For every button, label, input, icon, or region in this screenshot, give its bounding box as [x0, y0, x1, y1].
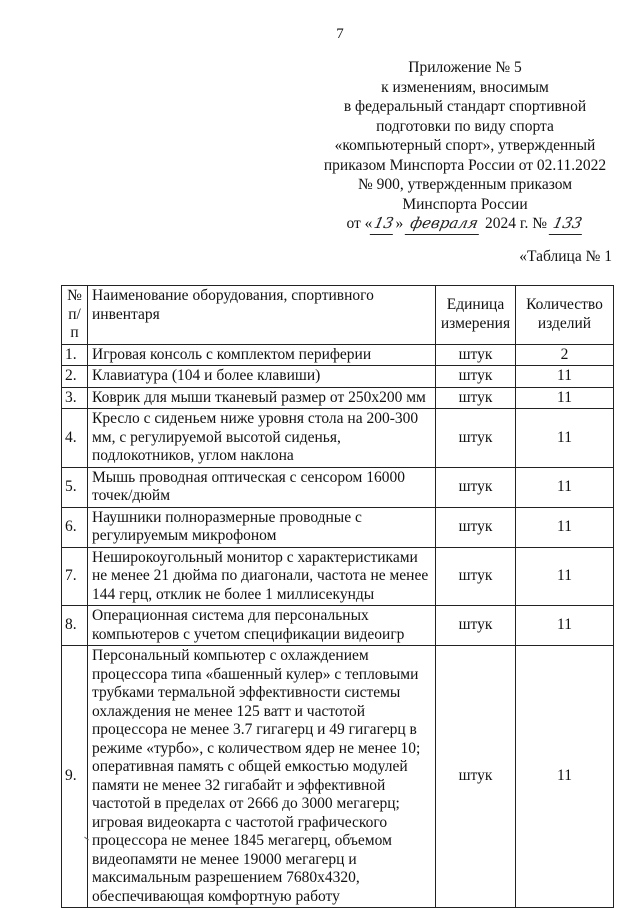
row-num: 8. [62, 606, 88, 646]
table-row [62, 507, 614, 547]
appendix-line: подготовки по виду спорта [376, 117, 554, 135]
row-name: Операционная система для персональных компьютеров с учетом спецификации видеоигр [88, 606, 436, 646]
table-header-row [62, 286, 614, 345]
row-num: 3. [62, 387, 88, 409]
header-qty: Количество изделий [516, 286, 614, 345]
header-num: № п/п [62, 286, 88, 345]
appendix-line: в федеральный стандарт спортивной [343, 98, 587, 115]
row-name: Наушники полноразмерные проводные с регулируемым микрофоном [88, 507, 436, 547]
row-qty: 11 [516, 606, 614, 646]
row-num: 1. [62, 344, 88, 366]
appendix-title: Приложение № 5 [408, 59, 522, 76]
page-number: 7 [336, 26, 344, 42]
row-name: Коврик для мыши тканевый размер от 250х200 мм [88, 387, 436, 409]
row-num: 6. [62, 507, 88, 547]
row-unit: штук [436, 467, 516, 507]
row-num: 7. [62, 547, 88, 606]
appendix-line: «компьютерный спорт», утвержденный [334, 137, 596, 154]
table-row [62, 409, 614, 468]
row-unit: штук [436, 344, 516, 366]
handwritten-order-number: 133 [549, 214, 586, 235]
appendix-line: № 900, утвержденным приказом [357, 176, 573, 193]
row-qty: 11 [516, 646, 614, 908]
row-name: Неширокоугольный монитор с характеристиками не менее 21 дюйма по диагонали, частота не менее 144 герц, отклик не более 1 миллисекунды [88, 547, 436, 606]
row-unit: штук [436, 366, 516, 388]
row-name: Мышь проводная оптическая с сенсором 16000 точек/дюйм [88, 467, 436, 507]
table-row [62, 547, 614, 606]
row-qty: 11 [516, 409, 614, 468]
row-qty: 11 [516, 467, 614, 507]
table-row [62, 344, 614, 366]
table-row [62, 646, 614, 908]
equipment-table [61, 285, 614, 908]
appendix-header [318, 58, 612, 235]
table-caption: «Таблица № 1 [519, 248, 612, 265]
handwritten-day: 13 [370, 214, 397, 235]
row-unit: штук [436, 606, 516, 646]
signature-year-text: 2024 г. № [485, 215, 548, 232]
appendix-line: приказом Минспорта России от 02.11.2022 [323, 156, 607, 174]
order-signature-line [318, 214, 612, 235]
row-num: 4. [62, 409, 88, 468]
row-name: Персональный компьютер с охлаждением процессора типа «башенный кулер» с тепловыми трубками термальной эффективности системы охлаждения не менее 125 ватт и частотой процессора не менее 3.7 гигагерц и 49 гигагерц в режиме «турбо», с количеством ядер не менее 10; оперативная память с общей емкостью модулей памяти не менее 32 гигабайт и эффективной частотой в пределах от 2666 до 3000 мегагерц; игровая видеокарта с частотой графического процессора не менее 1845 мегагерц, объемом видеопамяти не менее 19000 мегагерц и максимальным разрешением 7680х4320, обеспечивающая комфортную работу [88, 646, 436, 908]
table-row [62, 467, 614, 507]
row-qty: 2 [516, 344, 614, 366]
row-num: 2. [62, 366, 88, 388]
header-name: Наименование оборудования, спортивного инвентаря [88, 286, 436, 345]
row-num: 9. [62, 646, 88, 908]
row-unit: штук [436, 507, 516, 547]
row-unit: штук [436, 387, 516, 409]
row-unit: штук [436, 547, 516, 606]
row-num: 5. [62, 467, 88, 507]
row-name: Игровая консоль с комплектом периферии [88, 344, 436, 366]
appendix-line: к изменениям, вносимым [381, 78, 549, 96]
row-qty: 11 [516, 387, 614, 409]
row-qty: 11 [516, 507, 614, 547]
signature-prefix: от « [346, 215, 373, 232]
table-row [62, 366, 614, 388]
row-name: Кресло с сиденьем ниже уровня стола на 200-300 мм, с регулируемой высотой сиденья, подлокотников, углом наклона [88, 409, 436, 468]
row-name: Клавиатура (104 и более клавиши) [88, 366, 436, 388]
row-unit: штук [436, 409, 516, 468]
header-unit: Единица измерения [436, 286, 516, 345]
table-row [62, 387, 614, 409]
handwritten-month: февраля [405, 214, 483, 235]
row-qty: 11 [516, 547, 614, 606]
row-qty: 11 [516, 366, 614, 388]
table-row [62, 606, 614, 646]
signature-mid: » [395, 215, 404, 232]
appendix-line: Минспорта России [402, 195, 528, 213]
row-unit: штук [436, 646, 516, 908]
